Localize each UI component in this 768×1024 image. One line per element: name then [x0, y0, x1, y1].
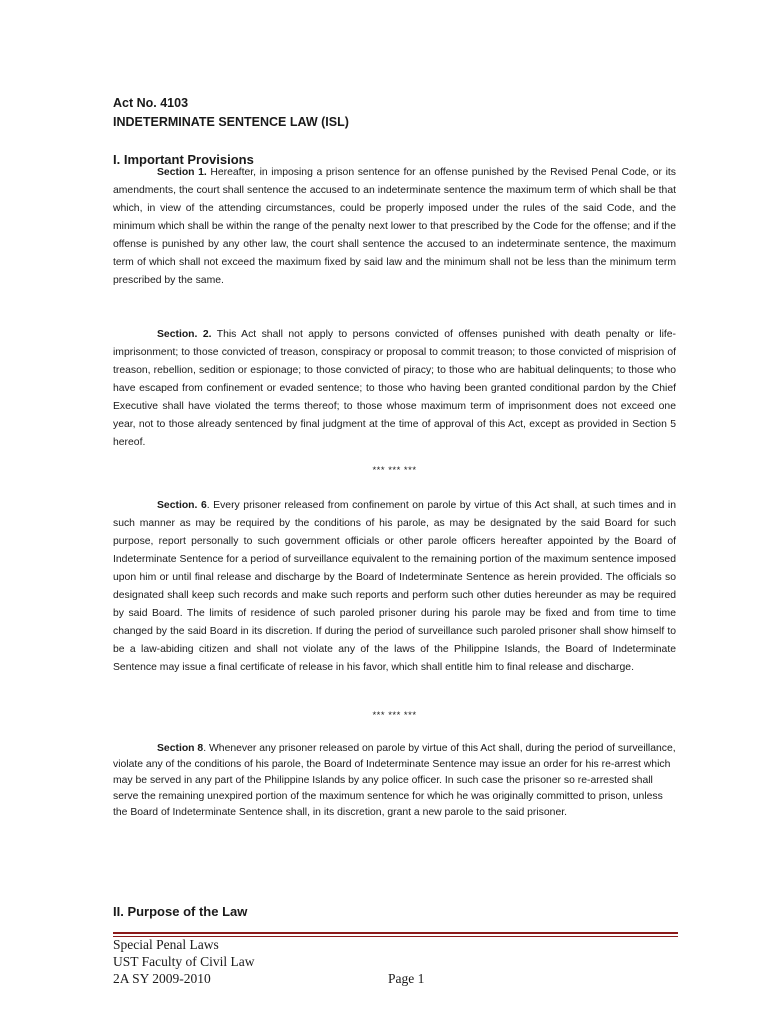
section-text: . Whenever any prisoner released on parole by virtue of this Act shall, during the period of surveillance, violate any of the conditions of his parole, the Board of Indeterminate Sentence may issue an order for his re-arrest which may be served in any part of the Philippine Islands by any police officer. In such case the prisoner so re-arrested shall serve the remaining unexpired portion of the maximum sentence for which he was originally committed to prison, unless the Board of Indeterminate Sentence shall, in its discretion, grant a new parole to the said prisoner. — [113, 743, 676, 818]
section-text: Hereafter, in imposing a prison sentence for an offense punished by the Revised Penal Code, or its amendments, the court shall sentence the accused to an indeterminate sentence the maximum term of which shall be that which, in view of the attending circumstances, could be properly imposed under the rules of the said Code, and the minimum which shall be within the range of the penalty next lower to that prescribed by the Code for the offense; and if the offense is punished by any other law, the court shall sentence the accused to an indeterminate sentence, the maximum term of which shall not exceed the maximum fixed by said law and the minimum shall not be less than the minimum term prescribed by the same. — [113, 167, 676, 286]
section-label: Section 1. — [157, 167, 207, 178]
section-label: Section. 2. — [157, 329, 212, 340]
footer-divider — [113, 932, 678, 934]
section-label: Section. 6 — [157, 500, 207, 511]
section-text: . Every prisoner released from confinement on parole by virtue of this Act shall, at such times and in such manner as may be required by the conditions of his parole, as may be designated by the said Board for such purpose, report personally to such government officials or other parole officers hereafter appointed by the Board of Indeterminate Sentence for a period of surveillance equivalent to the remaining portion of the maximum sentence imposed upon him or until final release and discharge by the Board of Indeterminate Sentence as herein provided. The officials so designated shall keep such records and make such reports and perform such other duties hereunder as may be required by said Board. The limits of residence of such paroled prisoner during his parole may be fixed and from time to time changed by the said Board in its discretion. If during the period of surveillance such paroled prisoner shall show himself to be a law-abiding citizen and shall not violate any of the laws of the Philippine Islands, the Board of Indeterminate Sentence may issue a final certificate of release in his favor, which shall entitle him to final release and discharge. — [113, 500, 676, 673]
separator-stars: *** *** *** — [372, 710, 417, 721]
paragraph-section-1 — [113, 164, 676, 290]
section-label: Section 8 — [157, 743, 204, 754]
footer-course: Special Penal Laws — [113, 937, 219, 952]
paragraph-section-2 — [113, 326, 676, 452]
separator-stars: *** *** *** — [372, 465, 417, 476]
section-text: This Act shall not apply to persons convicted of offenses punished with death penalty or life-imprisonment; to those convicted of treason, conspiracy or proposal to commit treason; to those convicted of misprision of treason, rebellion, sedition or espionage; to those convicted of piracy; to those who are habitual delinquents; to those who have escaped from confinement or evaded sentence; to those who having been granted conditional pardon by the Chief Executive shall have violated the terms thereof; to those whose maximum term of imprisonment does not exceed one year, not to those already sentenced by final judgment at the time of approval of this Act, except as provided in Section 5 hereof. — [113, 329, 677, 448]
page-number: Page 1 — [388, 971, 425, 986]
act-number: Act No. 4103 — [113, 96, 189, 110]
paragraph-section-6 — [113, 497, 676, 677]
section-heading-purpose: II. Purpose of the Law — [113, 904, 248, 919]
paragraph-section-8 — [113, 741, 676, 821]
law-title: INDETERMINATE SENTENCE LAW (ISL) — [113, 115, 349, 129]
footer-term: 2A SY 2009-2010 — [113, 971, 211, 986]
footer-school: UST Faculty of Civil Law — [113, 954, 255, 969]
section-heading-important-provisions: I. Important Provisions — [113, 152, 254, 167]
